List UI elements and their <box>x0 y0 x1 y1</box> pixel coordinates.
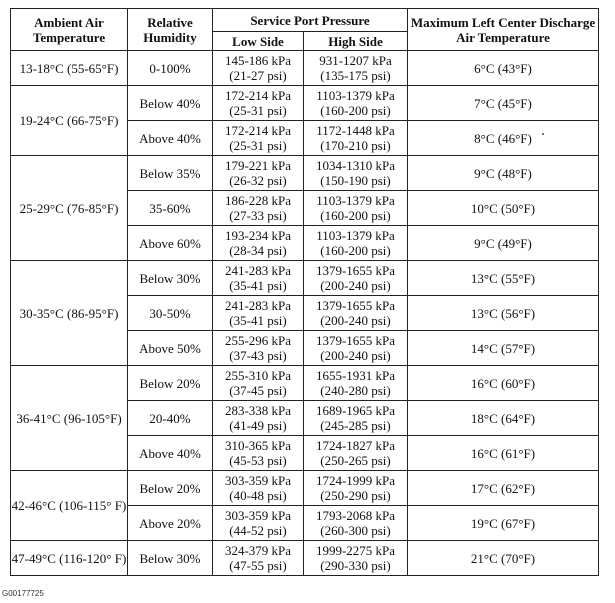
high-side-pressure-cell-line: (160-200 psi) <box>320 103 391 118</box>
humidity-cell: Below 35% <box>128 156 213 191</box>
humidity-cell: Above 40% <box>128 436 213 471</box>
table-row <box>11 471 599 506</box>
low-side-pressure-cell-line: (27-33 psi) <box>229 208 287 223</box>
low-side-pressure-cell <box>213 51 304 86</box>
high-side-pressure-cell <box>304 86 408 121</box>
high-side-pressure-cell-line: 1724-1827 kPa <box>315 438 396 453</box>
header-ambient-air-temperature: Ambient Air Temperature <box>11 9 128 51</box>
humidity-cell: Above 50% <box>128 331 213 366</box>
low-side-pressure-cell <box>213 331 304 366</box>
low-side-pressure-cell <box>213 226 304 261</box>
high-side-pressure-cell-line: (250-290 psi) <box>320 488 391 503</box>
high-side-pressure-cell-line: (250-265 psi) <box>320 453 391 468</box>
header-high-side: High Side <box>304 32 408 51</box>
discharge-temperature-cell: 9°C (48°F) <box>408 156 599 191</box>
high-side-pressure-cell-line: 1103-1379 kPa <box>316 228 395 243</box>
ambient-temperature-cell: 25-29°C (76-85°F) <box>11 156 128 261</box>
low-side-pressure-cell-line: 324-379 kPa <box>224 543 292 558</box>
high-side-pressure-cell-line: 1379-1655 kPa <box>315 298 396 313</box>
low-side-pressure-cell-line: 310-365 kPa <box>224 438 292 453</box>
low-side-pressure-cell <box>213 86 304 121</box>
high-side-pressure-cell <box>304 331 408 366</box>
high-side-pressure-cell-line: 1999-2275 kPa <box>315 543 396 558</box>
high-side-pressure-cell-line: 931-1207 kPa <box>319 53 392 68</box>
low-side-pressure-cell <box>213 191 304 226</box>
low-side-pressure-cell-line: 241-283 kPa <box>224 298 292 313</box>
low-side-pressure-cell-line: (25-31 psi) <box>229 103 287 118</box>
high-side-pressure-cell-line: 1793-2068 kPa <box>315 508 396 523</box>
discharge-temperature-cell: 18°C (64°F) <box>408 401 599 436</box>
low-side-pressure-cell-line: (35-41 psi) <box>229 313 287 328</box>
low-side-pressure-cell-line: 255-310 kPa <box>224 368 292 383</box>
low-side-pressure-cell-line: (44-52 psi) <box>229 523 287 538</box>
discharge-temperature-cell: 17°C (62°F) <box>408 471 599 506</box>
low-side-pressure-cell-line: 303-359 kPa <box>224 473 292 488</box>
high-side-pressure-cell-line: (260-300 psi) <box>320 523 391 538</box>
high-side-pressure-cell <box>304 471 408 506</box>
discharge-temperature-cell: 13°C (56°F) <box>408 296 599 331</box>
high-side-pressure-cell-line: (200-240 psi) <box>320 313 391 328</box>
high-side-pressure-cell-line: (290-330 psi) <box>320 558 391 573</box>
ambient-temperature-cell: 13-18°C (55-65°F) <box>11 51 128 86</box>
low-side-pressure-cell <box>213 296 304 331</box>
high-side-pressure-cell <box>304 296 408 331</box>
low-side-pressure-cell-line: 172-214 kPa <box>224 123 292 138</box>
high-side-pressure-cell-line: (200-240 psi) <box>320 278 391 293</box>
humidity-cell: 20-40% <box>128 401 213 436</box>
ambient-temperature-cell: 42-46°C (106-115° F) <box>11 471 128 541</box>
low-side-pressure-cell <box>213 506 304 541</box>
high-side-pressure-cell-line: 1034-1310 kPa <box>315 158 396 173</box>
discharge-temperature-cell: 7°C (45°F) <box>408 86 599 121</box>
humidity-cell: Below 20% <box>128 366 213 401</box>
high-side-pressure-cell <box>304 401 408 436</box>
header-low-side: Low Side <box>213 32 304 51</box>
low-side-pressure-cell-line: (28-34 psi) <box>229 243 287 258</box>
low-side-pressure-cell-line: 186-228 kPa <box>224 193 292 208</box>
discharge-temperature-cell: 8°C (46°F) <box>408 121 599 156</box>
high-side-pressure-cell-line: 1379-1655 kPa <box>315 263 396 278</box>
low-side-pressure-cell-line: 255-296 kPa <box>224 333 292 348</box>
humidity-cell: Below 20% <box>128 471 213 506</box>
high-side-pressure-cell-line: 1655-1931 kPa <box>315 368 396 383</box>
table-row <box>11 51 599 86</box>
low-side-pressure-cell <box>213 436 304 471</box>
discharge-temperature-cell: 10°C (50°F) <box>408 191 599 226</box>
low-side-pressure-cell-line: (47-55 psi) <box>229 558 287 573</box>
table-row <box>11 541 599 576</box>
high-side-pressure-cell-line: 1172-1448 kPa <box>316 123 395 138</box>
high-side-pressure-cell-line: (135-175 psi) <box>320 68 391 83</box>
high-side-pressure-cell <box>304 436 408 471</box>
discharge-temperature-cell: 19°C (67°F) <box>408 506 599 541</box>
high-side-pressure-cell <box>304 191 408 226</box>
high-side-pressure-cell-line: (200-240 psi) <box>320 348 391 363</box>
low-side-pressure-cell <box>213 471 304 506</box>
pressure-temperature-table <box>10 8 599 576</box>
low-side-pressure-cell-line: 303-359 kPa <box>224 508 292 523</box>
discharge-temperature-cell: 14°C (57°F) <box>408 331 599 366</box>
high-side-pressure-cell-line: 1103-1379 kPa <box>316 88 395 103</box>
low-side-pressure-cell <box>213 401 304 436</box>
header-relative-humidity: Relative Humidity <box>128 9 213 51</box>
low-side-pressure-cell-line: (37-45 psi) <box>229 383 287 398</box>
header-discharge-air-temperature: Maximum Left Center Discharge Air Temperature <box>408 9 599 51</box>
high-side-pressure-cell-line: 1724-1999 kPa <box>315 473 396 488</box>
low-side-pressure-cell <box>213 541 304 576</box>
humidity-cell: Below 40% <box>128 86 213 121</box>
high-side-pressure-cell-line: 1103-1379 kPa <box>316 193 395 208</box>
high-side-pressure-cell-line: (245-285 psi) <box>320 418 391 433</box>
high-side-pressure-cell-line: 1379-1655 kPa <box>315 333 396 348</box>
ambient-temperature-cell: 36-41°C (96-105°F) <box>11 366 128 471</box>
table-row <box>11 366 599 401</box>
low-side-pressure-cell-line: (41-49 psi) <box>229 418 287 433</box>
figure-id: G00177725 <box>2 589 44 598</box>
high-side-pressure-cell-line: (160-200 psi) <box>320 243 391 258</box>
high-side-pressure-cell <box>304 261 408 296</box>
low-side-pressure-cell <box>213 366 304 401</box>
humidity-cell: Below 30% <box>128 541 213 576</box>
ambient-temperature-cell: 47-49°C (116-120° F) <box>11 541 128 576</box>
high-side-pressure-cell <box>304 156 408 191</box>
high-side-pressure-cell <box>304 51 408 86</box>
humidity-cell: Above 60% <box>128 226 213 261</box>
low-side-pressure-cell <box>213 261 304 296</box>
discharge-temperature-cell: 9°C (49°F) <box>408 226 599 261</box>
low-side-pressure-cell-line: (45-53 psi) <box>229 453 287 468</box>
high-side-pressure-cell-line: (240-280 psi) <box>320 383 391 398</box>
discharge-temperature-cell: 6°C (43°F) <box>408 51 599 86</box>
header-service-port-pressure: Service Port Pressure <box>213 9 408 32</box>
ambient-temperature-cell: 19-24°C (66-75°F) <box>11 86 128 156</box>
pressure-temperature-table-container <box>10 8 598 588</box>
humidity-cell: 30-50% <box>128 296 213 331</box>
high-side-pressure-cell <box>304 121 408 156</box>
humidity-cell: Above 40% <box>128 121 213 156</box>
humidity-cell: 0-100% <box>128 51 213 86</box>
high-side-pressure-cell-line: 1689-1965 kPa <box>315 403 396 418</box>
table-body <box>11 51 599 576</box>
low-side-pressure-cell-line: (35-41 psi) <box>229 278 287 293</box>
high-side-pressure-cell-line: (150-190 psi) <box>320 173 391 188</box>
ambient-temperature-cell: 30-35°C (86-95°F) <box>11 261 128 366</box>
high-side-pressure-cell-line: (160-200 psi) <box>320 208 391 223</box>
low-side-pressure-cell-line: 241-283 kPa <box>224 263 292 278</box>
low-side-pressure-cell <box>213 156 304 191</box>
high-side-pressure-cell <box>304 541 408 576</box>
humidity-cell: Below 30% <box>128 261 213 296</box>
high-side-pressure-cell <box>304 506 408 541</box>
low-side-pressure-cell-line: 193-234 kPa <box>224 228 292 243</box>
low-side-pressure-cell-line: (21-27 psi) <box>229 68 287 83</box>
low-side-pressure-cell-line: (40-48 psi) <box>229 488 287 503</box>
table-row <box>11 86 599 121</box>
high-side-pressure-cell <box>304 226 408 261</box>
low-side-pressure-cell-line: 283-338 kPa <box>224 403 292 418</box>
discharge-temperature-cell: 16°C (61°F) <box>408 436 599 471</box>
discharge-temperature-cell: 21°C (70°F) <box>408 541 599 576</box>
low-side-pressure-cell-line: 179-221 kPa <box>224 158 292 173</box>
table-row <box>11 261 599 296</box>
humidity-cell: Above 20% <box>128 506 213 541</box>
high-side-pressure-cell-line: (170-210 psi) <box>320 138 391 153</box>
low-side-pressure-cell-line: 172-214 kPa <box>224 88 292 103</box>
high-side-pressure-cell <box>304 366 408 401</box>
low-side-pressure-cell-line: (26-32 psi) <box>229 173 287 188</box>
low-side-pressure-cell <box>213 121 304 156</box>
low-side-pressure-cell-line: (25-31 psi) <box>229 138 287 153</box>
humidity-cell: 35-60% <box>128 191 213 226</box>
table-row <box>11 156 599 191</box>
low-side-pressure-cell-line: (37-43 psi) <box>229 348 287 363</box>
discharge-temperature-cell: 16°C (60°F) <box>408 366 599 401</box>
discharge-temperature-cell: 13°C (55°F) <box>408 261 599 296</box>
scan-speck <box>542 133 544 135</box>
low-side-pressure-cell-line: 145-186 kPa <box>224 53 292 68</box>
